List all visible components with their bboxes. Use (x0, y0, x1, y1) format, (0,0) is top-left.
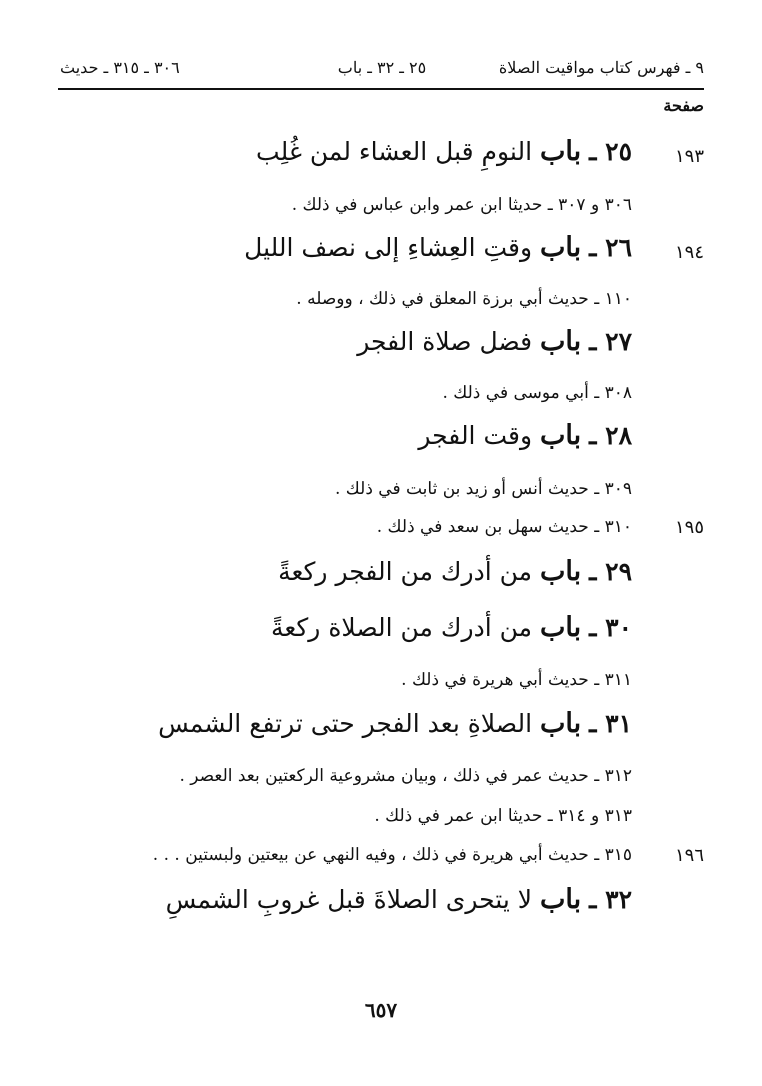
page-number-195: ١٩٥ (674, 517, 704, 538)
hadith-entry: ٣١٠ ـ حديث سهل بن سعد في ذلك . (376, 517, 632, 537)
header-bab-range: ٢٥ ـ ٣٢ ـ باب (337, 58, 427, 77)
hadith-entry: ٣٠٨ ـ أبي موسى في ذلك . (442, 383, 632, 403)
chapter-title: الصلاةِ بعد الفجر حتى ترتفع الشمس (158, 709, 533, 738)
header-chapter-title: ٩ ـ فهرس كتاب مواقيت الصلاة (498, 58, 704, 77)
chapter-bab-label: باب (539, 232, 582, 263)
chapter-bab-label: باب (539, 136, 582, 167)
chapter-heading (166, 884, 632, 915)
chapter-heading (158, 708, 632, 739)
hadith-entry: ٣١٢ ـ حديث عمر في ذلك ، وبيان مشروعية الركعتين بعد العصر . (179, 766, 632, 786)
chapter-title: وقت الفجر (418, 421, 533, 450)
chapter-title: من أدرك من الفجر ركعةً (278, 557, 533, 586)
chapter-bab-label: باب (539, 556, 582, 587)
running-header (60, 58, 704, 86)
chapter-number: ٢٨ ـ (589, 421, 632, 450)
page-column-label: صفحة (663, 96, 704, 115)
chapter-number: ٢٥ ـ (589, 137, 632, 166)
hadith-entry: ٣١٣ و ٣١٤ ـ حديثا ابن عمر في ذلك . (374, 806, 632, 826)
chapter-bab-label: باب (539, 420, 582, 451)
hadith-entry: ١١٠ ـ حديث أبي برزة المعلق في ذلك ، ووصله . (296, 289, 632, 309)
chapter-heading (357, 326, 632, 357)
page-number-196: ١٩٦ (674, 845, 704, 866)
hadith-entry: ٣١١ ـ حديث أبي هريرة في ذلك . (401, 670, 632, 690)
chapter-heading (256, 136, 632, 167)
chapter-number: ٣٠ ـ (589, 613, 632, 642)
hadith-entry: ٣١٥ ـ حديث أبي هريرة في ذلك ، وفيه النهي عن بيعتين ولبستين . . . (152, 845, 632, 865)
page-number-193: ١٩٣ (674, 146, 704, 167)
chapter-title: وقتِ العِشاءِ إلى نصف الليل (244, 233, 533, 262)
chapter-number: ٢٩ ـ (589, 557, 632, 586)
chapter-heading (278, 556, 632, 587)
chapter-heading (244, 232, 632, 263)
header-rule (58, 88, 704, 90)
chapter-bab-label: باب (539, 612, 582, 643)
chapter-title: لا يتحرى الصلاةَ قبل غروبِ الشمسِ (165, 885, 533, 914)
chapter-bab-label: باب (539, 708, 582, 739)
chapter-number: ٣٢ ـ (589, 885, 632, 914)
chapter-heading (418, 420, 632, 451)
chapter-bab-label: باب (539, 326, 582, 357)
chapter-number: ٢٦ ـ (589, 233, 632, 262)
chapter-title: من أدرك من الصلاة ركعةً (270, 613, 533, 642)
page-number-194: ١٩٤ (674, 242, 704, 263)
hadith-entry: ٣٠٦ و ٣٠٧ ـ حديثا ابن عمر وابن عباس في ذلك . (291, 195, 632, 215)
chapter-heading (271, 612, 632, 643)
header-hadith-range: ٣٠٦ ـ ٣١٥ ـ حديث (60, 58, 180, 77)
chapter-title: فضل صلاة الفجر (357, 327, 533, 356)
page-footer-number: ٦٥٧ (364, 998, 398, 1022)
chapter-number: ٣١ ـ (589, 709, 632, 738)
chapter-bab-label: باب (539, 884, 582, 915)
hadith-entry: ٣٠٩ ـ حديث أنس أو زيد بن ثابت في ذلك . (335, 479, 632, 499)
chapter-title: النومِ قبل العشاء لمن غُلِب (256, 137, 533, 166)
chapter-number: ٢٧ ـ (589, 327, 632, 356)
